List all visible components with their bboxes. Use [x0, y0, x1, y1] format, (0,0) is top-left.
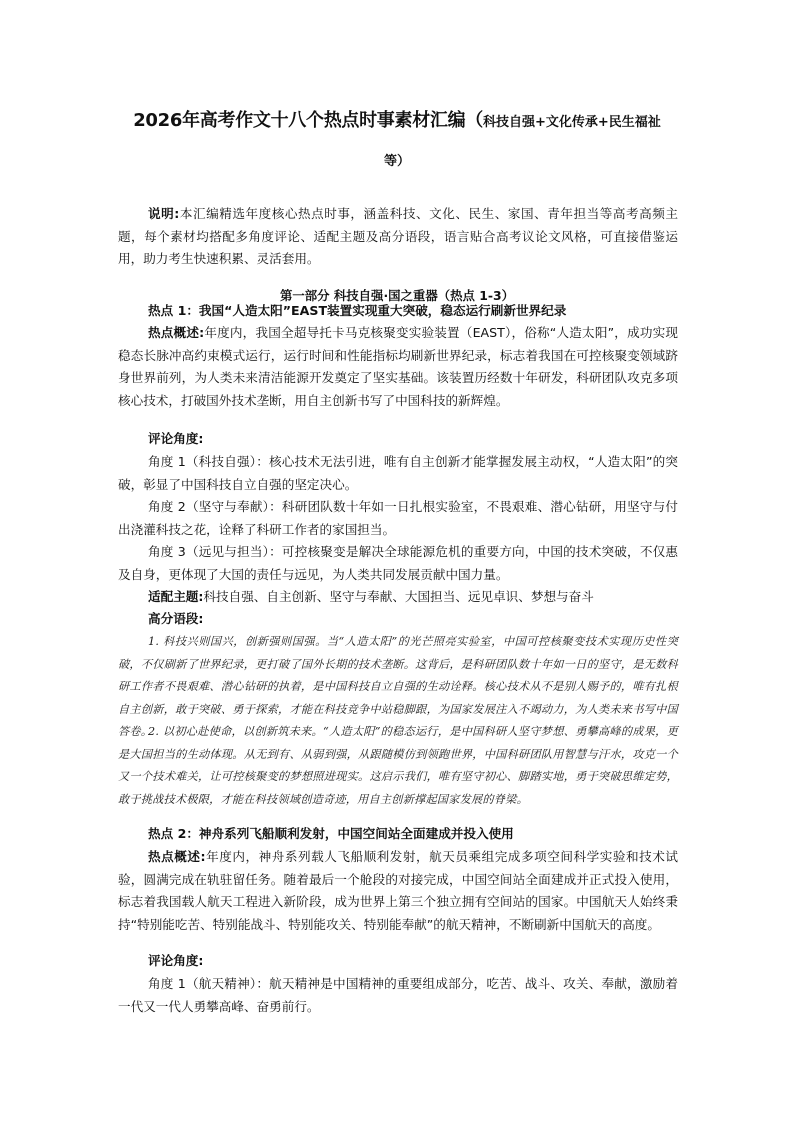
part1-heading: 第一部分 科技自强·国之重器（热点 1-3） [280, 288, 514, 303]
hot1-angle1: 角度 1（科技自强）：核心技术无法引进，唯有自主创新才能掌握发展主动权，“人造太阳”的突破，彰显了中国科技自立自强的坚定决心。 [118, 454, 678, 492]
intro-paragraph [118, 203, 678, 271]
document-title [0, 106, 794, 132]
hot1-highscore-para2: 2. 以初心赴使命，以创新筑未来。“人造太阳”的稳态运行，是中国科研人坚守梦想、勇攀高峰的成果，更是大国担当的生动体现。从无到有、从弱到强，从跟随模仿到领跑世界，中国科研团队用智慧与汗水，攻克一个又一个技术难关，让可控核聚变的梦想照进现实。这启示我们，唯有坚守初心、脚踏实地，勇于突破思维定势，敢于挑战技术极限，才能在科技领域创造奇迹，用自主创新撑起国家发展的脊梁。 [118, 725, 678, 806]
hot1-overview-text: 年度内，我国全超导托卡马克核聚变实验装置（EAST），俗称“人造太阳”，成功实现稳态长脉冲高约束模式运行，运行时间和性能指标均刷新世界纪录，标志着我国在可控核聚变领域跻身世界前列，为人类未来清洁能源开发奠定了坚实基础。该装置历经数十年研发，科研团队攻克多项核心技术，打破国外技术垄断，用自主创新书写了中国科技的新辉煌。 [118, 325, 678, 408]
hot2-overview-label: 热点概述: [148, 849, 206, 864]
hot1-theme-text: 科技自强、自主创新、坚守与奉献、大国担当、远见卓识、梦想与奋斗 [203, 589, 594, 604]
intro-text: 本汇编精选年度核心热点时事，涵盖科技、文化、民生、家国、青年担当等高考高频主题，每个素材均搭配多角度评论、适配主题及高分语段，语言贴合高考议论文风格，可直接借鉴运用，助力考生快速积累、灵活套用。 [118, 206, 679, 266]
hot2-angle1: 角度 1（航天精神）：航天精神是中国精神的重要组成部分，吃苦、战斗、攻关、奉献，激励着一代又一代人勇攀高峰、奋勇前行。 [118, 976, 678, 1014]
hot1-overview [118, 322, 678, 412]
hot2-comment-label: 评论角度: [148, 953, 204, 968]
hot1-theme-label: 适配主题: [148, 589, 204, 604]
title-sub: 科技自强+文化传承+民生福祉 [483, 115, 661, 130]
hot1-comment-label: 评论角度: [148, 431, 204, 446]
hot1-title: 热点 1：我国“人造太阳”EAST装置实现重大突破，稳态运行刷新世界纪录 [148, 303, 567, 318]
hot1-overview-label: 热点概述: [148, 325, 205, 340]
hot1-angle2: 角度 2（坚守与奉献）：科研团队数十年如一日扎根实验室，不畏艰难、潜心钻研，用坚守与付出浇灌科技之花，诠释了科研工作者的家国担当。 [118, 499, 678, 537]
hot2-overview-text: 年度内，神舟系列载人飞船顺利发射，航天员乘组完成多项空间科学实验和技术试验，圆满完成在轨驻留任务。随着最后一个舱段的对接完成，中国空间站全面建成并正式投入使用，标志着我国载人航天工程进入新阶段，成为世界上第三个独立拥有空间站的国家。中国航天人始终秉持“特别能吃苦、特别能战斗、特别能攻关、特别能奉献”的航天精神，不断刷新中国航天的高度。 [118, 849, 679, 932]
intro-label: 说明: [148, 206, 180, 221]
title-tail: 等） [383, 154, 410, 169]
hot2-overview [118, 846, 678, 936]
hot1-highscore-label: 高分语段: [148, 611, 204, 626]
hot1-angle3: 角度 3（远见与担当）：可控核聚变是解决全球能源危机的重要方向，中国的技术突破，不仅惠及自身，更体现了大国的责任与远见，为人类共同发展贡献中国力量。 [118, 544, 678, 582]
hot2-title: 热点 2：神舟系列飞船顺利发射，中国空间站全面建成并投入使用 [148, 826, 514, 841]
document-title-tail [0, 150, 794, 169]
title-main: 2026年高考作文十八个热点时事素材汇编（ [133, 110, 483, 131]
hot1-highscore-para1: 1. 科技兴则国兴，创新强则国强。当“人造太阳”的光芒照亮实验室，中国可控核聚变技术实现历史性突破，不仅刷新了世界纪录，更打破了国外长期的技术垄断。这背后，是科研团队数十年如一日的坚守，是无数科研工作者不畏艰难、潜心钻研的执着，是中国科技自立自强的生动诠释。核心技术从不是别人赐予的，唯有扎根自主创新，敢于突破、勇于探索，才能在科技竞争中站稳脚跟，为国家发展注入不竭动力，为人类未来书写中国答卷。 [118, 635, 678, 738]
hot1-theme [118, 586, 678, 609]
